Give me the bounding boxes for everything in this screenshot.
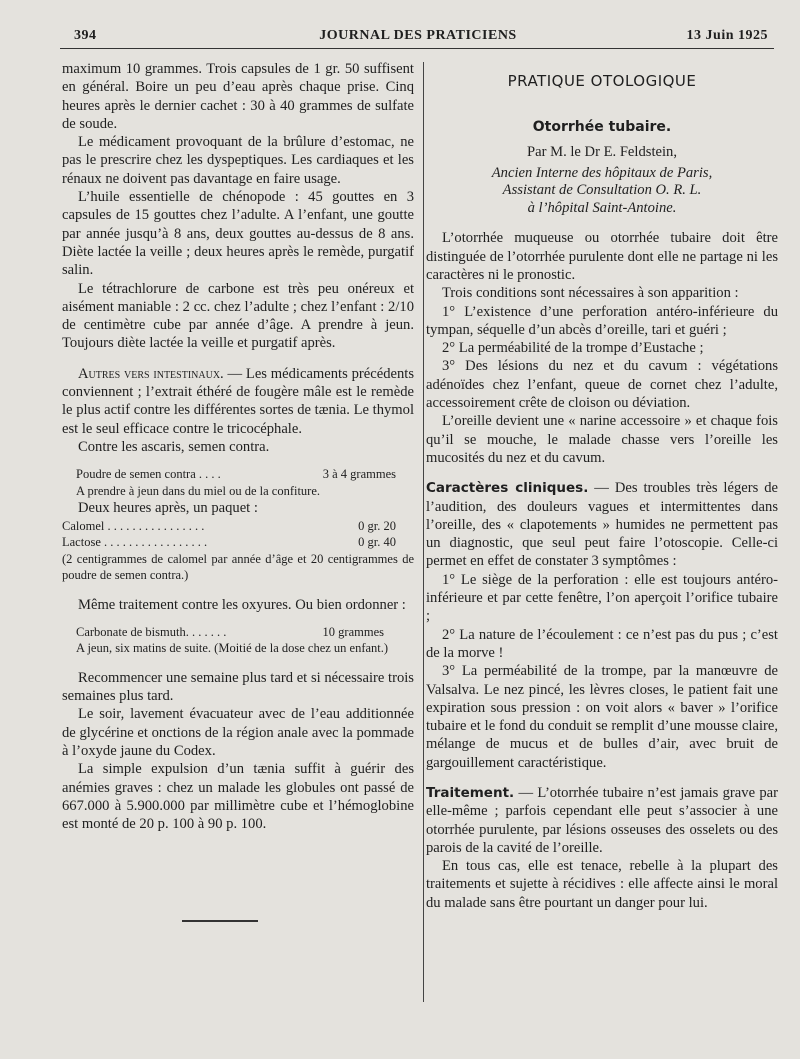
paragraph: 2° La perméabilité de la trompe d’Eustache ; — [442, 340, 704, 357]
paragraph: Même traitement contre les oxyures. Ou bien ordonner : — [78, 596, 406, 613]
paragraph: La simple expulsion d’un tænia suffit à guérir des anémies graves : chez un malade les globules ont passé de 667.000 à 5.900.000 par millimètre cube et l’hémoglobine est monté de 20 p. 100 à 90 p. 100. — [62, 761, 414, 833]
prescription-2: Calomel . . . . . . . . . . . . . . . . 0 gr. 20 Lactose . . . . . . . . . . . . . . . . . 0 gr. 40 (2 centigrammes de calomel par année d’âge et 20 centigrammes de poudre de semen contra.) — [62, 518, 414, 583]
prescription-3: Carbonate de bismuth. . . . . . . 10 grammes A jeun, six matins de suite. (Moitié de la dose chez un enfant.) — [76, 624, 389, 656]
section-title: PRATIQUE OTOLOGIQUE — [507, 72, 697, 90]
right-column — [426, 60, 778, 912]
article-title: Otorrhée tubaire. — [532, 119, 672, 136]
paragraph: 3° La perméabilité de la trompe, par la manœuvre de Valsalva. Le nez pincé, les lèvres closes, le patient fait une expiration sous pression : on voit alors « baver » l’orifice tubaire et le fond du conduit se remplit d’une mousse claire, mélange de mucus et de bulles d’air, avec bruit de gargouillement caractéristique. — [426, 663, 778, 771]
paragraph: L’huile essentielle de chénopode : 45 gouttes en 3 capsules de 15 gouttes chez l’adulte. A l’enfant, une goutte par année jusqu’à 8 ans, deux gouttes au-dessus de 8 ans. Diète lactée la veille ; deux heures après le remède, purgatif salin. — [62, 189, 414, 279]
paragraph: Deux heures après, un paquet : — [78, 500, 258, 517]
paragraph: 1° L’existence d’une perforation antéro-inférieure du tympan, séquelle d’un abcès d’oreille, tari et guéri ; — [426, 303, 778, 338]
affiliation: à l’hôpital Saint-Antoine. — [527, 199, 677, 216]
column-divider — [423, 62, 424, 1002]
end-rule — [182, 920, 258, 922]
paragraph: Le soir, lavement évacuateur avec de l’eau additionnée de glycérine et onctions de la région anale avec la pommade à l’oxyde jaune du Codex. — [62, 706, 414, 760]
issue-date: 13 Juin 1925 — [686, 28, 768, 43]
affiliation: Assistant de Consultation O. R. L. — [502, 182, 702, 199]
paragraph: 1° Le siège de la perforation : elle est toujours antéro-inférieure et par cette fenêtre, l’on aperçoit l’orifice tubaire ; — [426, 571, 778, 625]
subheading: Autres vers intestinaux. — [78, 365, 224, 382]
paragraph-clinical: Caractères cliniques. — Des troubles très légers de l’audition, des douleurs vagues et intermittentes dans l’oreille, des « clapotements » humides ne permettent pas un diagnostic, que seul peut faire l’otoscopie. Celle-ci permet en effet de constater 3 symptômes : — [426, 480, 778, 570]
journal-title: JOURNAL DES PRATICIENS — [319, 28, 517, 43]
affiliation: Ancien Interne des hôpitaux de Paris, — [491, 164, 713, 181]
author-line: Par M. le Dr E. Feldstein, — [527, 143, 677, 160]
paragraph-treatment: Traitement. — L’otorrhée tubaire n’est jamais grave par elle-même ; parfois cependant elle peut s’associer à une otorrhée purulente, par lésions osseuses des osselets ou des parois de la cavité de l’oreille. — [426, 785, 778, 856]
paragraph: Le médicament provoquant de la brûlure d’estomac, ne pas le prescrire chez les dyspeptiques. Les cardiaques et les rénaux ne doivent pas davantage en faire usage. — [62, 134, 414, 187]
paragraph: 2° La nature de l’écoulement : ce n’est pas du pus ; c’est de la morve ! — [426, 626, 778, 661]
paragraph: Trois conditions sont nécessaires à son apparition : — [442, 285, 739, 302]
paragraph: En tous cas, elle est tenace, rebelle à la plupart des traitements et sujette à récidives : elle affecte ainsi le moral du malade sans être pourtant un danger pour lui. — [426, 858, 778, 911]
prescription-1: Poudre de semen contra . . . . 3 à 4 grammes A prendre à jeun dans du miel ou de la confiture. — [76, 467, 396, 498]
paragraph: L’oreille devient une « narine accessoire » et chaque fois qu’il se mouche, le malade chasse vers l’oreille les mucosités du nez et du cavum. — [426, 413, 778, 466]
paragraph: Recommencer une semaine plus tard et si nécessaire trois semaines plus tard. — [62, 669, 414, 705]
page-number: 394 — [74, 28, 97, 43]
paragraph: Le tétrachlorure de carbone est très peu onéreux et aisément maniable : 2 cc. chez l’adulte ; chez l’enfant : 2/10 de centimètre cube par année d’âge. A prendre à jeun. Toujours diète lactée la veille et purgatif après. — [62, 280, 414, 352]
left-column — [62, 60, 414, 834]
paragraph: L’otorrhée muqueuse ou otorrhée tubaire doit être distinguée de l’otorrhée purulente dont elle ne partage ni les caractères ni le pronostic. — [426, 230, 778, 283]
paragraph-worms: Autres vers intestinaux. — Les médicaments précédents conviennent ; l’extrait éthéré de fougère mâle est le remède le plus actif contre les différentes sortes de tænia. Le thymol est le seul efficace contre le tricocéphale. — [62, 365, 414, 437]
paragraph: Contre les ascaris, semen contra. — [78, 438, 270, 455]
subheading: Caractères cliniques. — [426, 480, 589, 497]
paragraph: 3° Des lésions du nez et du cavum : végétations adénoïdes chez l’enfant, queue de cornet chez l’adulte, accessoirement crête de cloison ou déviation. — [426, 358, 778, 412]
header-rule — [60, 48, 774, 49]
paragraph: maximum 10 grammes. Trois capsules de 1 gr. 50 suffisent en général. Boire un peu d’eau après chaque prise. Cinq heures après le dernier cachet : 30 à 40 grammes de sulfate de soude. — [62, 61, 414, 132]
subheading: Traitement. — [426, 785, 515, 801]
running-header — [60, 26, 776, 46]
